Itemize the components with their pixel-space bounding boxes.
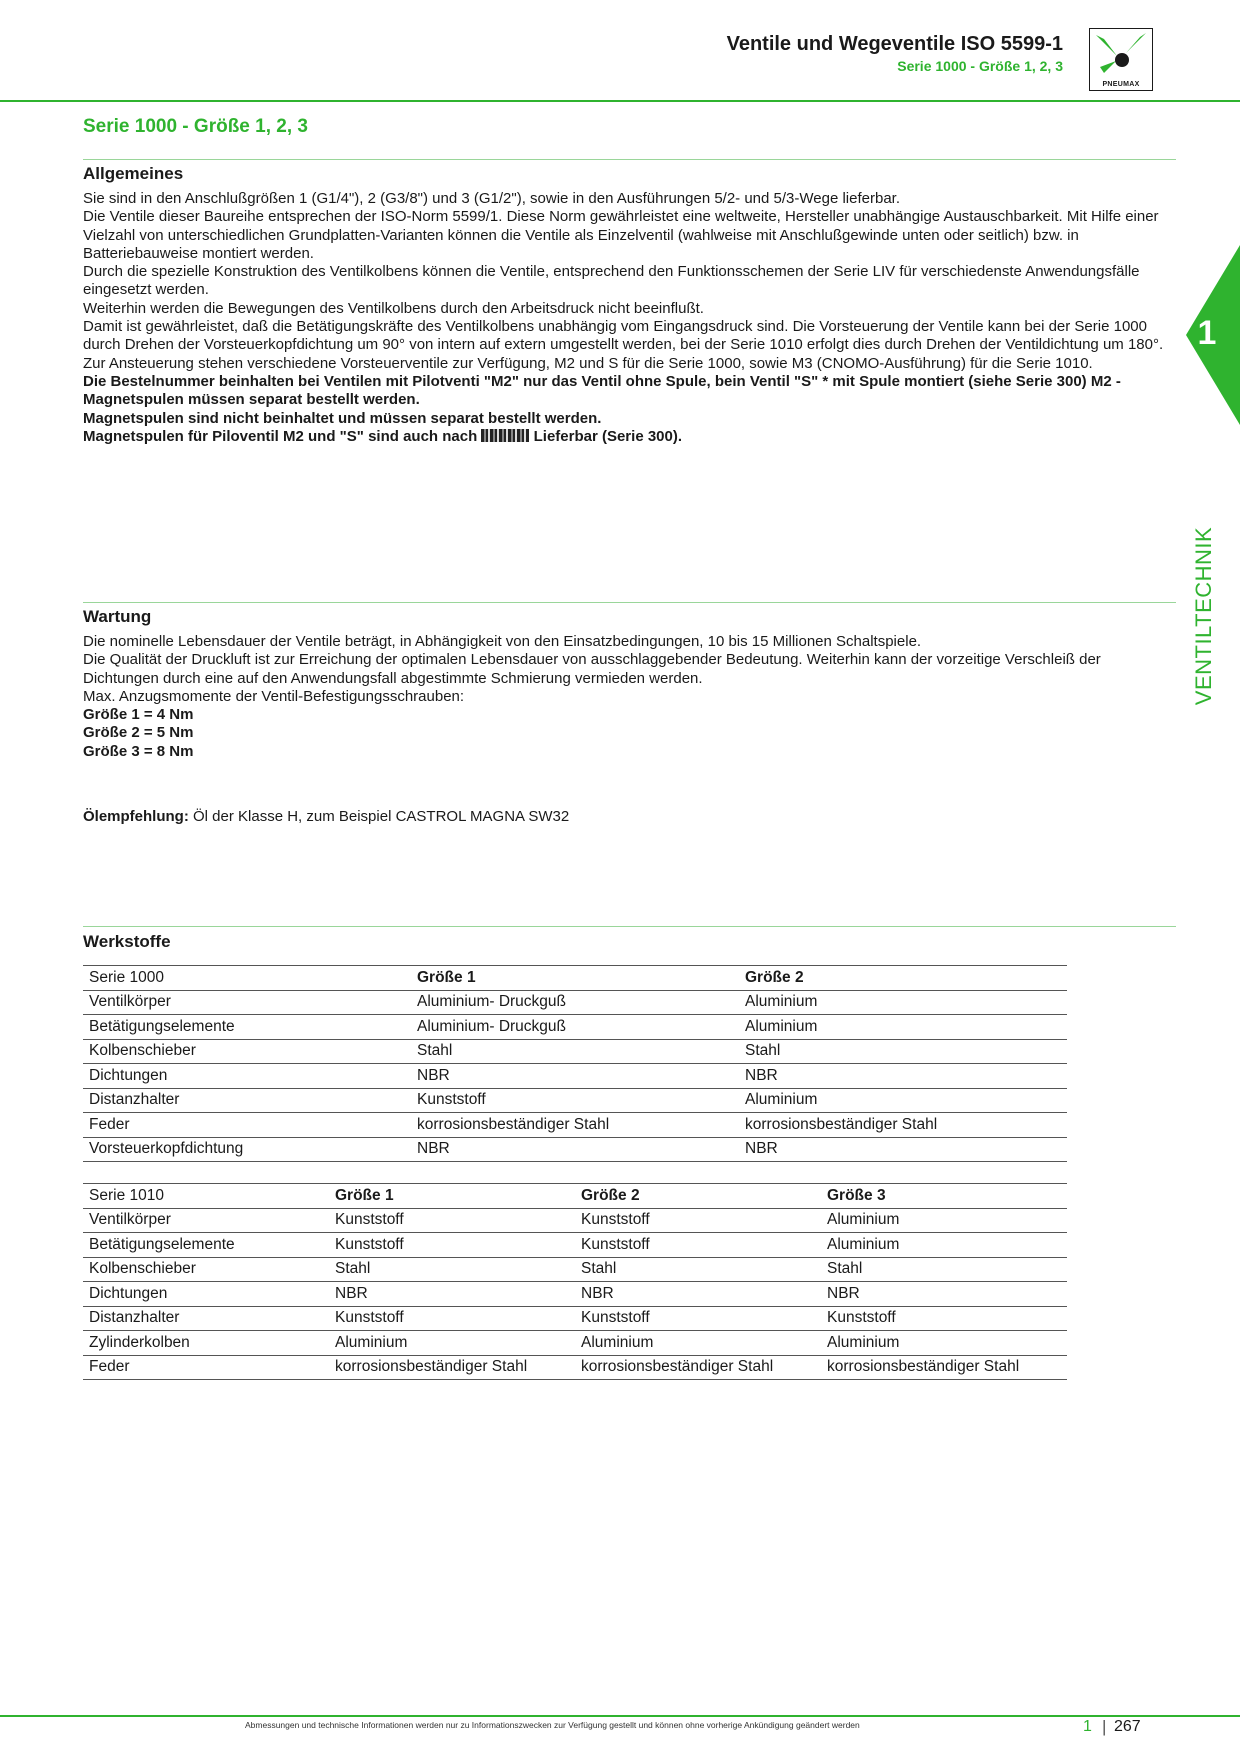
section-title-allgemeines: Allgemeines [83,164,184,183]
table-cell: Stahl [575,1257,821,1282]
section-divider [83,602,1176,603]
table-cell: Aluminium [821,1233,1067,1258]
wartung-text [83,633,1176,761]
chapter-side-label: VENTILTECHNIK [1191,526,1216,706]
chapter-tab-number: 1 [1197,314,1217,352]
table-cell: Vorsteuerkopfdichtung [83,1137,411,1162]
footer-chapter-number: 1 [1083,1718,1092,1735]
certification-mark-icon [481,429,529,442]
table-row [83,990,1067,1015]
paragraph: Durch die spezielle Konstruktion des Ventilkolbens können die Ventile, entsprechend den Funktionsschemen der Serie LIV für verschiedenste Anwendungsfälle eingesetzt werden. [83,263,1140,299]
table-header-row [83,966,1067,991]
table-cell: Kunststoff [329,1233,575,1258]
table-cell: Betätigungselemente [83,1233,329,1258]
table-cell: Kunststoff [411,1088,739,1113]
table-cell: Kolbenschieber [83,1257,329,1282]
bold-note: Magnetspulen sind nicht beinhaltet und müssen separat bestellt werden. [83,409,602,427]
table-cell: Feder [83,1113,411,1138]
table-cell: Aluminium [739,990,1067,1015]
table-row [83,1233,1067,1258]
table-cell: Größe 3 [821,1184,1067,1209]
paragraph: Damit ist gewährleistet, daß die Betätigungskräfte des Ventilkolbens unabhängig vom Eingangsdruck sind. Die Vorsteuerung der Ventile kann bei der Serie 1000 durch Drehen der Vorsteuerkopfdichtung um 90° von intern auf extern umgestellt werden, bei der Serie 1010 erfolgt dies durch Drehen der Ventildichtung um 180°. [83,318,1164,354]
table-cell: korrosionsbeständiger Stahl [575,1355,821,1380]
table-row [83,1355,1067,1380]
table-cell: Kunststoff [329,1208,575,1233]
header-title: Ventile und Wegeventile ISO 5599-1 [726,33,1063,55]
table-row [83,1039,1067,1064]
section-title-werkstoffe: Werkstoffe [83,932,171,951]
paragraph: Zur Ansteuerung stehen verschiedene Vorsteuerventile zur Verfügung, M2 und S für die Serie 1000, sowie M3 (CNOMO-Ausführung) für die Serie 1010. [83,354,1093,372]
header-subtitle: Serie 1000 - Größe 1, 2, 3 [897,58,1063,74]
table-cell: NBR [739,1064,1067,1089]
table-cell: NBR [575,1282,821,1307]
table-row [83,1064,1067,1089]
bold-note: Die Bestelnummer beinhalten bei Ventilen mit Pilotventi "M2" nur das Ventil ohne Spule, bein Ventil "S" * mit Spule montiert (siehe Serie 300) M2 - Magnetspulen müssen separat bestellt werden. [83,372,1121,409]
table-cell: Distanzhalter [83,1088,411,1113]
footer-separator: | [1102,1717,1107,1736]
torque-value: Größe 3 = 8 Nm [83,742,194,760]
paragraph: Die Ventile dieser Baureihe entsprechen der ISO-Norm 5599/1. Diese Norm gewährleistet eine weltweite, Hersteller unabhängige Austauschbarkeit. Mit Hilfe einer Vielzahl von unterschiedlichen Grundplatten-Varianten können die Ventile als Einzelventil (wahlweise mit Anschlußgewinde unten oder seitlich) bzw. in Batteriebauweise montiert werden. [83,208,1159,262]
footer-disclaimer: Abmessungen und technische Informationen werden nur zu Informationszwecken zur Verfügung gestellt und können ohne vorherige Ankündigung geändert werden [245,1720,860,1730]
table-cell: Kunststoff [821,1306,1067,1331]
table-cell: Größe 2 [575,1184,821,1209]
table-cell: Aluminium [329,1331,575,1356]
table-cell: Kunststoff [575,1233,821,1258]
table-cell: Feder [83,1355,329,1380]
table-cell: Aluminium- Druckguß [411,1015,739,1040]
table-cell: Aluminium [739,1015,1067,1040]
oil-recommendation [83,808,1176,826]
table-cell: Ventilkörper [83,990,411,1015]
table-cell: Größe 1 [329,1184,575,1209]
footer-divider [0,1715,1240,1717]
table-cell: Kunststoff [575,1208,821,1233]
bold-note-start: Magnetspulen für Piloventil M2 und "S" sind auch nach [83,427,478,445]
page-title: Serie 1000 - Größe 1, 2, 3 [83,116,308,137]
table-row [83,1306,1067,1331]
paragraph: Max. Anzugsmomente der Ventil-Befestigungsschrauben: [83,687,465,705]
table-row [83,1113,1067,1138]
paragraph: Weiterhin werden die Bewegungen des Ventilkolbens durch den Arbeitsdruck nicht beeinflußt. [83,299,704,317]
page-number: 267 [1114,1718,1141,1735]
table-row [83,1088,1067,1113]
table-cell: Distanzhalter [83,1306,329,1331]
table-cell: Aluminium- Druckguß [411,990,739,1015]
table-cell: korrosionsbeständiger Stahl [329,1355,575,1380]
brand-logo [1089,28,1153,91]
table-cell: Dichtungen [83,1064,411,1089]
table-cell: Aluminium [821,1208,1067,1233]
section-title-wartung: Wartung [83,607,152,626]
paragraph: Die nominelle Lebensdauer der Ventile beträgt, in Abhängigkeit von den Einsatzbedingungen, 10 bis 15 Millionen Schaltspiele. [83,633,922,650]
table-cell: Serie 1010 [83,1184,329,1209]
table-cell: Stahl [739,1039,1067,1064]
torque-value: Größe 1 = 4 Nm [83,706,194,724]
table-row [83,1331,1067,1356]
table-cell: Kunststoff [329,1306,575,1331]
table-cell: Aluminium [821,1331,1067,1356]
table-header-row [83,1184,1067,1209]
logo-mark-icon [1090,29,1152,79]
table-cell: NBR [821,1282,1067,1307]
table-row [83,1137,1067,1162]
allgemeines-text [83,190,1176,446]
table-cell: korrosionsbeständiger Stahl [739,1113,1067,1138]
table-cell: Aluminium [739,1088,1067,1113]
materials-table-serie-1000 [83,965,1067,1162]
oil-label: Ölempfehlung: [83,808,189,825]
table-cell: korrosionsbeständiger Stahl [821,1355,1067,1380]
table-cell: NBR [739,1137,1067,1162]
oil-text: Öl der Klasse H, zum Beispiel CASTROL MAGNA SW32 [188,808,570,825]
table-cell: Größe 2 [739,966,1067,991]
table-cell: Aluminium [575,1331,821,1356]
table-row [83,1208,1067,1233]
table-cell: Ventilkörper [83,1208,329,1233]
table-row [83,1257,1067,1282]
table-cell: Kolbenschieber [83,1039,411,1064]
header-divider [0,100,1240,102]
bold-note-end: Lieferbar (Serie 300). [533,427,683,445]
table-cell: Größe 1 [411,966,739,991]
table-cell: NBR [411,1137,739,1162]
bold-note [83,428,1176,446]
torque-value: Größe 2 = 5 Nm [83,724,194,742]
table-cell: NBR [329,1282,575,1307]
table-cell: korrosionsbeständiger Stahl [411,1113,739,1138]
table-cell: Kunststoff [575,1306,821,1331]
materials-table-serie-1010 [83,1183,1067,1380]
table-cell: NBR [411,1064,739,1089]
table-cell: Betätigungselemente [83,1015,411,1040]
table-row [83,1015,1067,1040]
table-cell: Stahl [329,1257,575,1282]
section-divider [83,926,1176,927]
table-cell: Serie 1000 [83,966,411,991]
table-cell: Dichtungen [83,1282,329,1307]
paragraph: Sie sind in den Anschlußgrößen 1 (G1/4"), 2 (G3/8") und 3 (G1/2"), sowie in den Ausführungen 5/2- und 5/3-Wege lieferbar. [83,190,900,207]
table-cell: Zylinderkolben [83,1331,329,1356]
paragraph: Die Qualität der Druckluft ist zur Erreichung der optimalen Lebensdauer von ausschlaggebender Bedeutung. Weiterhin kann der vorzeitige Verschleiß der Dichtungen durch eine auf den Anwendungsfall abgestimmte Schmierung vermieden werden. [83,651,1101,687]
logo-text: PNEUMAX [1102,81,1140,88]
table-row [83,1282,1067,1307]
section-divider [83,159,1176,160]
table-cell: Stahl [411,1039,739,1064]
table-cell: Stahl [821,1257,1067,1282]
